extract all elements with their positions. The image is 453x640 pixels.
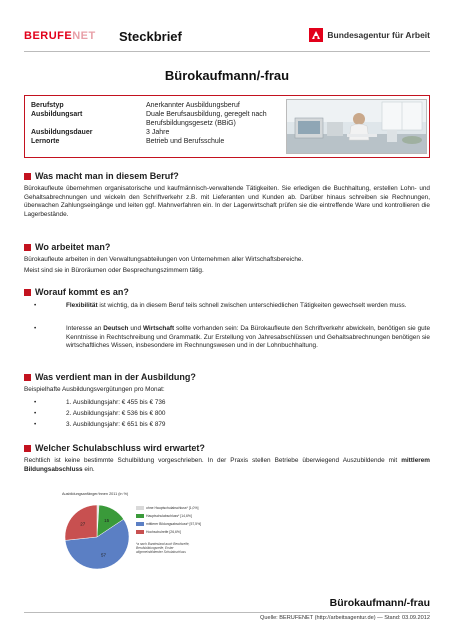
- section-bullet-icon: [24, 445, 31, 452]
- list-item-body: sollte vorhanden sein: Da Bürokaufleute den Schriftverkehr abwickeln, benötigen sie gute Kenntnisse in Rechtschreibung und Grammatik. Zur Erstellung von Jahresabschlüssen und Gehaltsabrechnungen benötigen sie wirtschaftliches Wissen, insbesondere im Rechnungswesen und in der Lohnbuchhaltung.: [66, 325, 431, 350]
- chart-title: Ausbildungsanfänger/innen 2011 (in %): [62, 492, 129, 496]
- section-text-part: Rechtlich ist keine bestimmte Schulbildung vorgeschrieben. In der Praxis stellen Betriebe überwiegend Auszubildende mit: [24, 457, 402, 464]
- section-title-text: Worauf kommt es an?: [35, 287, 129, 297]
- section-title-text: Was verdient man in der Ausbildung?: [35, 372, 196, 382]
- list-item-text: 3. Ausbildungsjahr: € 651 bis € 879: [66, 421, 166, 428]
- page-title: Bürokaufmann/-frau: [164, 68, 290, 83]
- section-bullet-icon: [24, 289, 31, 296]
- bullet-dot-icon: •: [34, 399, 37, 406]
- section-text: Bürokaufleute arbeiten in den Verwaltungsabteilungen von Unternehmen aller Wirtschaftsbereiche.: [24, 256, 304, 263]
- bullet-dot-icon: •: [34, 421, 37, 428]
- section-bullet-icon: [24, 244, 31, 251]
- legend-item: [136, 530, 181, 534]
- berufenet-logo: [24, 30, 96, 42]
- agency-name: Bundesagentur für Arbeit: [327, 30, 430, 40]
- chart-note: *a nach Bundesland auch Berufsreife, Berufsbildungsreife, Erster allgemeinbildender Schulabschluss: [136, 542, 190, 554]
- footer-title: Bürokaufmann/-frau: [329, 597, 430, 609]
- list-item-body: ist wichtig, da in diesem Beruf teils schnell zwischen unterschiedlichen Tätigkeiten gewechselt werden muss.: [97, 302, 407, 309]
- section-text: Beispielhafte Ausbildungsvergütungen pro Monat:: [24, 386, 165, 393]
- emphasis: mittlerem Bildungsabschluss: [24, 457, 430, 473]
- section-title: [24, 171, 179, 181]
- legend-swatch: [136, 522, 144, 526]
- section-text: Bürokaufleute übernehmen organisatorische und kaufmännisch-verwaltende Tätigkeiten. Sie erledigen die Buchhaltung, erstellen Lohn- und Gehaltsabrechnungen und wickeln den Schriftverkehr z.B. mit Lieferanten und Kunden ab. Darüber hinaus schreiben sie Rechnungen, überwachen Zahlungseingänge und leiten ggf. Mahnverfahren ein. In der Lagerwirtschaft prüfen sie die eintreffende Ware und kontrollieren die Lagerbestände.: [24, 185, 430, 218]
- page-header: [24, 28, 430, 50]
- list-item-prefix: Interesse an: [66, 325, 104, 332]
- info-key: Ausbildungsdauer: [31, 129, 93, 136]
- section-title: [24, 287, 129, 297]
- legend-swatch: [136, 530, 144, 534]
- section-bullet-icon: [24, 173, 31, 180]
- pie-slice-label: 57: [101, 552, 107, 558]
- section-label: Steckbrief: [119, 29, 182, 44]
- legend-label: Hochschulreife [26,6%]: [146, 530, 181, 534]
- list-item-joiner: und: [128, 325, 143, 332]
- emphasis: Flexibilität: [66, 302, 98, 309]
- legend-swatch: [136, 506, 144, 510]
- list-item-text: 2. Ausbildungsjahr: € 536 bis € 800: [66, 410, 166, 417]
- legend-item: [136, 522, 201, 526]
- emphasis: Deutsch: [103, 325, 129, 332]
- header-divider: [24, 51, 430, 52]
- list-item-text: 1. Ausbildungsjahr: € 455 bis € 736: [66, 399, 166, 406]
- info-value: Anerkannter Ausbildungsberuf: [146, 102, 240, 109]
- logo-berufe-text: BERUFE: [24, 30, 73, 42]
- legend-label: Hauptschulabschluss* [14,6%]: [146, 514, 192, 518]
- pie-slice-label: 27: [80, 521, 86, 527]
- info-value: Betrieb und Berufsschule: [146, 138, 225, 145]
- info-key: Berufstyp: [31, 102, 64, 109]
- list-item-text: [66, 325, 430, 351]
- legend-swatch: [136, 514, 144, 518]
- section-title-text: Was macht man in diesem Beruf?: [35, 171, 179, 181]
- pie-slice-label: 15: [104, 517, 110, 523]
- emphasis: Wirtschaft: [142, 325, 175, 332]
- bullet-dot-icon: •: [34, 325, 37, 332]
- info-value: 3 Jahre: [146, 129, 170, 136]
- footer-source: Quelle: BERUFENET (http://arbeitsagentur.de) — Stand: 03.09.2012: [260, 615, 430, 621]
- info-key: Ausbildungsart: [31, 111, 83, 118]
- pie-svg: [62, 502, 132, 572]
- legend-item: [136, 506, 198, 510]
- section-text: Meist sind sie in Büroräumen oder Besprechungszimmern tätig.: [24, 267, 204, 274]
- legend-label: ohne Hauptschulabschluss* [1,0%]: [146, 506, 199, 510]
- agency-logo: [309, 28, 430, 42]
- list-item-text: [66, 302, 430, 311]
- info-box: [24, 95, 430, 158]
- section-text: [24, 457, 430, 474]
- section-title: [24, 372, 196, 382]
- bullet-dot-icon: •: [34, 302, 37, 309]
- info-key: Lernorte: [31, 138, 60, 145]
- office-photo: [286, 99, 427, 154]
- section-title: [24, 242, 110, 252]
- footer-divider: [24, 612, 430, 613]
- pie-chart: [58, 492, 296, 574]
- section-text-part: ein.: [82, 465, 95, 473]
- legend-item: [136, 514, 192, 518]
- agency-icon: [309, 28, 323, 42]
- section-title: [24, 443, 205, 453]
- info-value: Duale Berufsausbildung, geregelt nach Berufsbildungsgesetz (BBiG): [146, 111, 267, 127]
- bullet-dot-icon: •: [34, 410, 37, 417]
- legend-label: mittlerer Bildungsabschluss* [57,5%]: [146, 522, 202, 526]
- office-photo-illustration: [287, 100, 427, 154]
- logo-net-text: NET: [72, 30, 96, 42]
- section-bullet-icon: [24, 374, 31, 381]
- section-title-text: Wo arbeitet man?: [35, 242, 111, 252]
- section-title-text: Welcher Schulabschluss wird erwartet?: [35, 443, 205, 453]
